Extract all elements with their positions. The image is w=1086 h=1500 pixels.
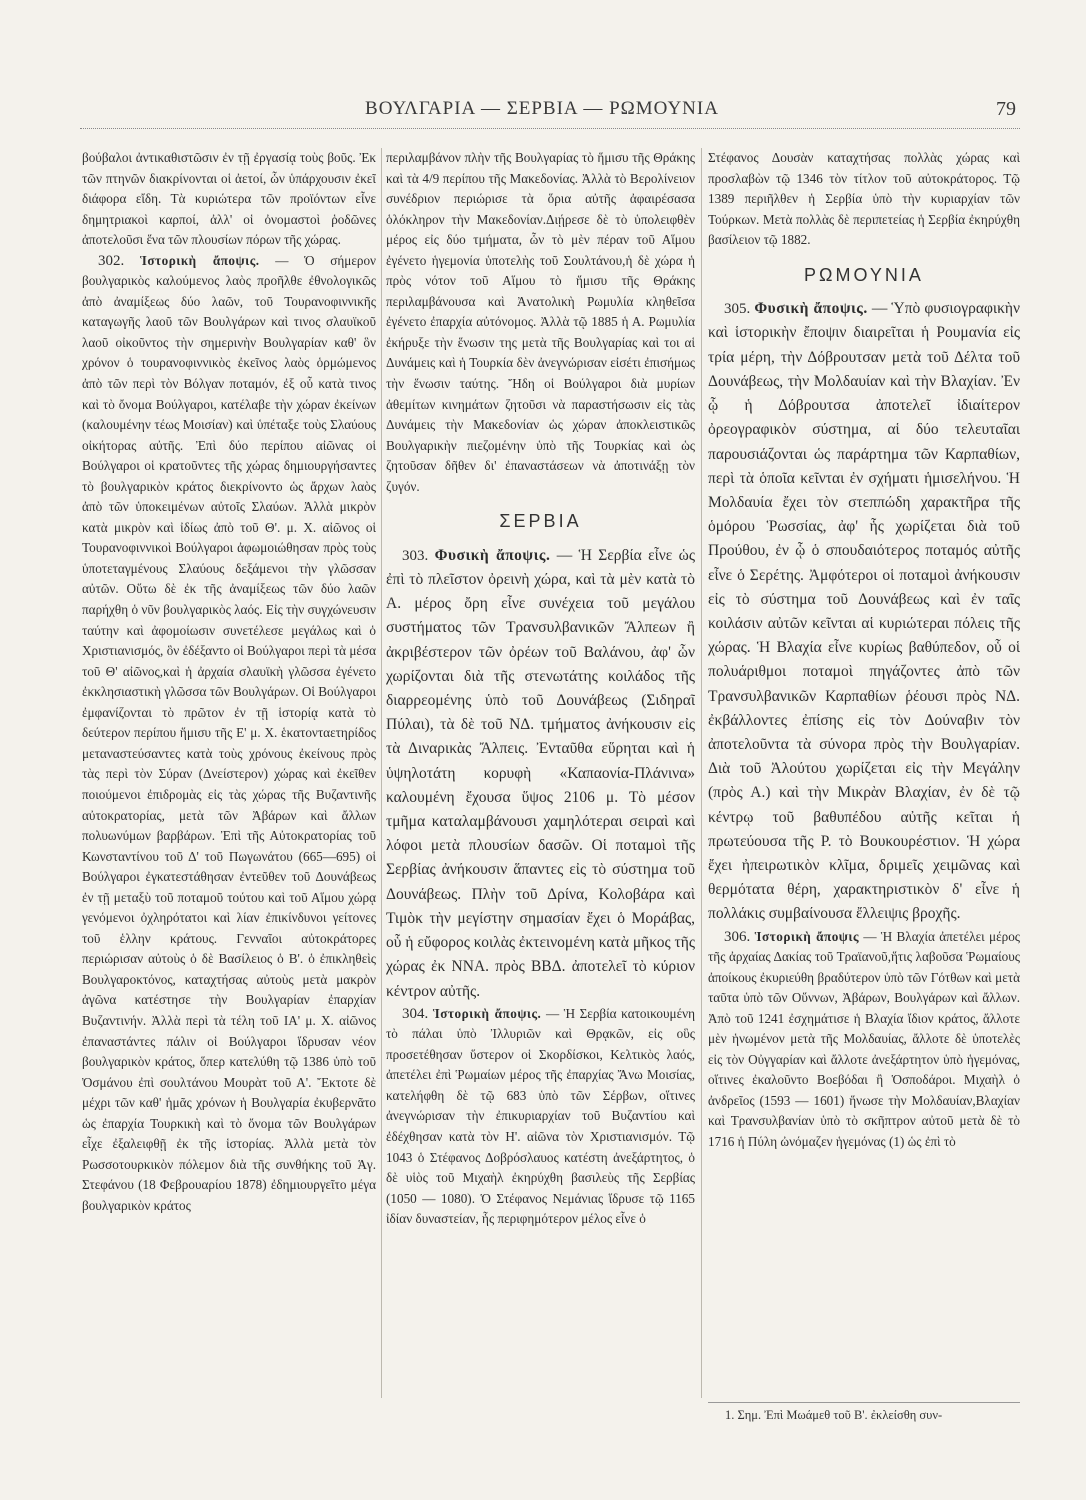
section-text: — Ὑπὸ φυσιογραφικὴν καὶ ἱστορικὴν ἔποψιν διαιρεῖται ἡ Ρουμανία εἰς τρία μέρη, τὴν Δόβρουτσαν μετὰ τοῦ Δέλτα τοῦ Δουνάβεως, τὴν Μολδαυίαν καὶ τὴν Βλαχίαν. Ἐν ᾧ ἡ Δόβρουτσα ἀποτελεῖ ἰδιαίτερον ὀρεογραφικὸν σύστημα, αἱ δύο τελευταῖαι παρουσιάζονται ὡς παράρτημα τῶν Καρπαθίων, περὶ τὰ ὁποῖα κεῖνται ἐν σχήματι ἡμισελήνου. Ἡ Μολδαυία ἔχει τὸν στεππώδη χαρακτῆρα τῆς ὁμόρου Ῥωσσίας, ἀφ' ἧς χωρίζεται διὰ τοῦ Προύθου, ἐν ᾧ ὁ σπουδαιότερος ποταμός αὐτῆς εἶνε ὁ Σερέτης. Ἀμφότεροι οἱ ποταμοὶ ἀνήκουσιν εἰς τὸ σύστημα τοῦ Δουνάβεως καὶ ἐν ταῖς κοιλάσιν αὐτῶν κεῖνται αἱ κυριώτεραι πόλεις τῆς χώρας. Ἡ Βλαχία εἶνε κυρίως βαθύπεδον, οὗ οἱ πολυάριθμοι ποταμοὶ πηγάζοντες ἀπὸ τῶν Τρανσυλβανικῶν Καρπαθίων ῥέουσι πρὸς ΝΔ. ἐκβάλλοντες ἐπίσης εἰς τὸν Δούναβιν τὸν ἀποτελοῦντα τὰ σύνορα πρὸς τὴν Βουλγαρίαν. Διὰ τοῦ Ἀλούτου χωρίζεται εἰς τὴν Μεγάλην (πρὸς Α.) καὶ τὴν Μικρὰν Βλαχίαν, ἐν δὲ τῷ κέντρῳ τοῦ βαθυπέδου αὐτῆς κεῖται ἡ πρωτεύουσα τῆς Ρ. τὸ Βουκουρέστιον. Ἡ χώρα ἔχει ἠπειρωτικὸν κλῖμα, δριμεῖς χειμῶνας καὶ θερμότατα θέρη, χαρακτηριστικὸν δ' εἶνε ἡ πολλάκις συμβαίνουσα ἔλλειψις βροχῆς. <box>708 300 1020 923</box>
section-number: 306. <box>724 928 751 945</box>
section-text: — Ἡ Σερβία εἶνε ὡς ἐπὶ τὸ πλεῖστον ὀρεινὴ χώρα, καὶ τὰ μὲν κατὰ τὸ Α. μέρος ὄρη εἶνε συνέχεια τοῦ μεγάλου συστήματος τῶν Τρανσυλβανικῶν Ἄλπεων ἢ ἀκριβέστερον τῶν ὀρέων τοῦ Βαλάνου, ἀφ' ὧν χωρίζονται διὰ τῆς στενωτάτης κοιλάδος τῆς διαρρεομένης ὑπὸ τοῦ Δουνάβεως (Σιδηραῖ Πύλαι), τὰ δὲ τοῦ ΝΔ. τμήματος ἀνήκουσιν εἰς τὰ Διναρικὰς Ἄλπεις. Ἐνταῦθα εὕρηται καὶ ἡ ὑψηλοτάτη κορυφὴ «Καπαονία-Πλάνινα» καλουμένη ἔχουσα ὕψος 2106 μ. Τὸ μέσον τμῆμα καταλαμβάνουσι χαμηλότεραι σειραὶ καὶ λόφοι μετὰ πλουσίων δασῶν. Οἱ ποταμοὶ τῆς Σερβίας ἀνήκουσιν ἅπαντες εἰς τὸ σύστημα τοῦ Δουνάβεως. Πλὴν τοῦ Δρίνα, Κολοβάρα καὶ Τιμὸκ τὴν μεγίστην σημασίαν ἔχει ὁ Μοράβας, οὗ ἡ εὔφορος κοιλὰς ἐκτεινομένη κατὰ μῆκος τῆς χώρας ἐκ ΝΝΑ. πρὸς ΒΒΔ. ἀποτελεῖ τὸ κύριον κέντρον αὐτῆς. <box>386 546 695 1000</box>
section-heading: Ἱστορικὴ ἄποψις. <box>432 1005 542 1021</box>
section-303 <box>386 544 695 1004</box>
paragraph: περιλαμβάνον πλὴν τῆς Βουλγαρίας τὸ ἥμισυ τῆς Θράκης καὶ τὰ 4/9 περίπου τῆς Μακεδονίας. Ἀλλὰ τὸ Βερολίνειον συνέδριον περιώρισε τὰ ὅρια αὐτῆς ἀφαιρέσασα ὁλόκληρον τὴν Μακεδονίαν.Διῄρεσε δὲ τὸ ὑπολειφθὲν μέρος εἰς δύο τμήματα, ὧν τὸ μὲν πέραν τοῦ Αἵμου ἐγένετο ἡγεμονία ὑποτελὴς τοῦ Σουλτάνου,ἡ δὲ χώρα ἡ πρὸς νότον τοῦ Αἵμου τὸ ἥμισυ τῆς Θράκης περιλαμβάνουσα καὶ Ἀνατολικὴ Ρωμυλία κληθεῖσα ἐγένετο ἐπαρχία αὐτόνομος. Ἀλλὰ τῷ 1885 ἡ Α. Ρωμυλία ἐκήρυξε τὴν ἕνωσιν της μετὰ τῆς Βουλγαρίας καὶ τοι αἱ Δυνάμεις καὶ ἡ Τουρκία δὲν ἀνεγνώρισαν εἰσέτι ἐπισήμως τὴν ἕνωσιν ταύτης. Ἤδη οἱ Βούλγαροι διὰ μυρίων ἀθεμίτων κινημάτων ζητοῦσι νὰ παραστήσωσιν εἰς τὰς Δυνάμεις τὴν Μακεδονίαν ὡς χώραν ἀποκλειστικῶς Βουλγαρικὴν πιεζομένην ὑπὸ τῆς Τουρκίας καὶ ὡς ζητοῦσαν δῆθεν δι' ἐπαναστάσεων νὰ ἀποτινάξῃ τὸν ζυγόν. <box>386 150 695 494</box>
section-heading: Φυσικὴ ἄποψις. <box>754 300 868 318</box>
section-number: 302. <box>98 252 125 269</box>
country-heading-serbia: ΣΕΡΒΙΑ <box>499 511 582 532</box>
section-306 <box>708 927 1020 1153</box>
section-heading: Ἱστορικὴ ἄποψις <box>754 928 860 944</box>
column-left <box>82 148 376 1448</box>
column-middle <box>386 148 695 1448</box>
section-heading: Φυσικὴ ἄποψις. <box>434 546 551 564</box>
section-304 <box>386 1004 695 1230</box>
page-header <box>62 98 1022 128</box>
paragraph: Στέφανος Δουσὰν καταχτήσας πολλὰς χώρας καὶ προσλαβὼν τῷ 1346 τὸν τίτλον τοῦ αὐτοκράτορος. Τῷ 1389 περιῆλθεν ἡ Σερβία ὑπὸ τὴν κυριαρχίαν τῶν Τούρκων. Μετὰ πολλὰς δὲ περιπετείας ἡ Σερβία ἐκηρύχθη βασίλειον τῷ 1882. <box>708 150 1020 248</box>
section-305 <box>708 297 1020 926</box>
section-number: 303. <box>402 547 429 564</box>
footnote-rule <box>708 1402 1020 1403</box>
section-text: — Ἡ Βλαχία ἀπετέλει μέρος τῆς ἀρχαίας Δακίας τοῦ Τραϊανοῦ,ἥτις λαβοῦσα Ῥωμαίους ἀποίκους ἐκυριεύθη βραδύτερον ὑπὸ τῶν Γότθων καὶ μετὰ ταῦτα ὑπὸ τῶν Οὕννων, Ἀβάρων, Βουλγάρων καὶ ἄλλων. Ἀπὸ τοῦ 1241 ἐσχημάτισε ἡ Βλαχία ἴδιον κράτος, ἄλλοτε μὲν ἡνωμένον μετὰ τῆς Μολδαυίας, ἄλλοτε δὲ ὑποτελὲς εἰς τὸν Οὐγγαρίαν καὶ ἄλλοτε ἀνεξάρτητον ὑπὸ ἡγεμόνας, οἵτινες ἐκαλοῦντο Βοεβόδαι ἢ Ὁσποδάροι. Μιχαὴλ ὁ ἀνδρεῖος (1593 — 1601) ἥνωσε τὴν Μολδαυίαν,Βλαχίαν καὶ Τρανσυλβανίαν ὑπὸ τὸ σκῆπτρον αὐτοῦ μετὰ δὲ τὸ 1716 ἡ Πύλη ὠνόμαζεν ἡγεμόνας (1) ὡς ἐπὶ τὸ <box>708 928 1020 1150</box>
section-text: — Ἡ Σερβία κατοικουμένη τὸ πάλαι ὑπὸ Ἰλλυριῶν καὶ Θρᾳκῶν, εἰς οὓς προσετέθησαν ὕστερον οἱ Σκορδίσκοι, Κελτικὸς λαός, ἀπετέλει ἐπὶ Ῥωμαίων μέρος τῆς ἐπαρχίας Ἄνω Μοισίας, κατελήφθη δὲ τῷ 683 ὑπὸ τῶν Σέρβων, οἵτινες ἀνεγνώρισαν τὴν ἐπικυριαρχίαν τοῦ Βυζαντίου καὶ ἐδέχθησαν κατὰ τὸν Η'. αἰῶνα τὸν Χριστιανισμόν. Τῷ 1043 ὁ Στέφανος Δοβρόσλαυος κατέστη ἀνεξάρτητος, ὁ δὲ υἱὸς τοῦ Μιχαὴλ ἐκηρύχθη βασιλεὺς τῆς Σερβίας (1050 — 1080). Ὁ Στέφανος Νεμάνιας ἵδρυσε τῷ 1165 ἰδίαν δυναστείαν, ἧς περιφημότερον μέλος εἶνε ὁ <box>386 1005 695 1227</box>
section-text: — Ὁ σήμερον βουλγαρικὸς καλούμενος λαὸς προῆλθε ἐθνολογικῶς ἀπὸ ἀναμίξεως δύο λαῶν, τοῦ Τουρανοφιννικῆς καταγωγῆς λαοῦ τῶν Βουλγάρων καὶ τινος σλαυϊκοῦ λαοῦ οἰκοῦντος τὴν σημερινὴν Βουλγαρίαν καθ' ὃν χρόνον ὁ τουρανοφιννικὸς ἐκεῖνος λαὸς ὁρμώμενος ἀπὸ τῶν περὶ τὸν Βόλγαν ποταμόν, ἐξ οὗ κατὰ τινος καὶ τὸ ὄνομα Βούλγαροι, κατέλαβε τὴν χώραν ἐκείνων (καλουμένην τέως Μοισίαν) καὶ ὑπέταξε τοὺς Σλαύους οἰκήτορας αὐτῆς. Ἐπὶ δύο περίπου αἰῶνας οἱ Βούλγαροι οἱ κρατοῦντες τῆς χώρας δημιουργήσαντες τὸ βουλγαρικὸν κράτος διεκρίνοντο ὡς ἄρχων λαὸς ἀπὸ τῶν ὑποκειμένων αὐτοῖς Σλαύων. Ἀλλὰ μικρὸν κατὰ μικρὸν καὶ ἰδίως ἀπὸ τοῦ Θ'. μ. Χ. αἰῶνος οἱ Τουρανοφιννικοὶ Βούλγαροι ἀφωμοιώθησαν πρὸς τοὺς ὑποτεταγμένους Σλαύους δεξάμενοι τὴν γλῶσσαν αὐτῶν. Οὕτω δὲ ἐκ τῆς ἀναμίξεως τῶν δύο λαῶν παρήχθη ὁ νῦν βουλγαρικὸς λαός. Εἰς τὴν συγχώνευσιν ταύτην καὶ ἀφομοίωσιν συνετέλεσε μεγάλως καὶ ὁ Χριστιανισμός, ὃν ἐδέξαντο οἱ Βούλγαροι περὶ τὰ μέσα τοῦ Θ' αἰῶνος,καὶ ἡ ἀρχαία σλαυϊκὴ γλῶσσα ἐγένετο ἐκκλησιαστικὴ γλῶσσα τῶν Βουλγάρων. Οἱ Βούλγαροι ἐμφανίζονται τὸ πρῶτον ἐν τῇ ἱστορίᾳ κατὰ τὸ δεύτερον περίπου ἥμισυ τῆς Ε' μ. Χ. ἑκατονταετηρίδος μεταναστεύσαντες κατὰ τοὺς χρόνους ἐκείνους πρὸς τὰς περὶ τὸν Σύραν (Δνείστερον) χώρας καὶ ἐκεῖθεν ποιούμενοι ἐπιδρομὰς εἰς τὰς χώρας τῆς Βυζαντινῆς αὐτοκρατορίας, μετὰ τῶν Ἀβάρων καὶ ἄλλων πολυωνύμων βαρβάρων. Ἐπὶ τῆς Αὐτοκρατορίας τοῦ Κωνσταντίνου τοῦ Δ' τοῦ Πωγωνάτου (665—695) οἱ Βούλγαροι ἐγκατεστάθησαν ἐντεῦθεν τοῦ Δουνάβεως ἐν τῇ μεταξὺ τοῦ ποταμοῦ τούτου καὶ τοῦ Αἵμου χώρᾳ γενόμενοι ὀχληρότατοι καὶ λίαν ἐπικίνδυνοι γείτονες τοῦ ἑλλην κράτους. Γενναῖοι αὐτοκράτορες περιώρισαν αὐτοὺς ὁ δὲ Βασίλειος ὁ Β'. ὁ ἐπικληθεὶς Βουλγαροκτόνος, καταχτήσας αὐτοὺς μετὰ μακρὸν ἀγῶνα κατέστησε τὴν Βουλγαρίαν ἐπαρχίαν Βυζαντινήν. Ἀλλὰ περὶ τὰ τέλη τοῦ ΙΑ' μ. Χ. αἰῶνος ἐπαναστάντες πάλιν οἱ Βούλγαροι ἵδρυσαν νέον βουλγαρικὸν κράτος, ὅπερ κατελύθη τῷ 1386 ὑπὸ τοῦ Ὀσμάνου ἐπὶ σουλτάνου Μουρὰτ τοῦ Α'. Ἔκτοτε δὲ μέχρι τῶν καθ' ἡμᾶς χρόνων ἡ Βουλγαρία ἐκυβερνᾶτο ὡς ἐπαρχία Τουρκικὴ καὶ τὸ ὄνομα τῶν Βουλγάρων εἶχε ἐξαλειφθῇ ἐκ τῆς ἱστορίας. Ἀλλὰ μετὰ τὸν Ρωσσοτουρκικὸν πόλεμον διὰ τῆς συνθήκης τοῦ Ἁγ. Στεφάνου (18 Φεβρουαρίου 1878) ἐδημιουργεῖτο μέγα βουλγαρικὸν κράτος <box>82 252 376 1213</box>
column-right <box>708 148 1020 1448</box>
header-rule <box>80 128 1020 129</box>
section-heading: Ἱστορικὴ ἄποψις. <box>139 252 260 268</box>
column-divider <box>701 148 702 1398</box>
footnote: 1. Σημ. Ἐπὶ Μωάμεθ τοῦ Β'. ἐκλείσθη συν- <box>725 1408 943 1422</box>
page-number: 79 <box>996 98 1016 120</box>
paragraph: βούβαλοι ἀντικαθιστῶσιν ἐν τῇ ἐργασίᾳ τοὺς βοῦς. Ἐκ τῶν πτηνῶν διακρίνονται οἱ ἀετοί, ὧν ὑπάρχουσιν ἐκεῖ διάφορα εἴδη. Τὰ κυριώτερα τῶν προϊόντων εἶνε δημητριακοὶ καρποί, ἀλλ' οἱ ὀνομαστοὶ ῥοδῶνες ἀποτελοῦσι ἕνα τῶν πλουσίων πόρων τῆς χώρας. <box>82 150 376 248</box>
section-number: 304. <box>402 1005 429 1022</box>
country-heading-romania: ΡΩΜΟΥΝΙΑ <box>804 264 924 285</box>
section-302 <box>82 251 376 1217</box>
column-divider <box>381 148 382 1398</box>
section-number: 305. <box>724 301 751 318</box>
running-title: ΒΟΥΛΓΑΡΙΑ — ΣΕΡΒΙΑ — ΡΩΜΟΥΝΙΑ <box>365 98 719 119</box>
